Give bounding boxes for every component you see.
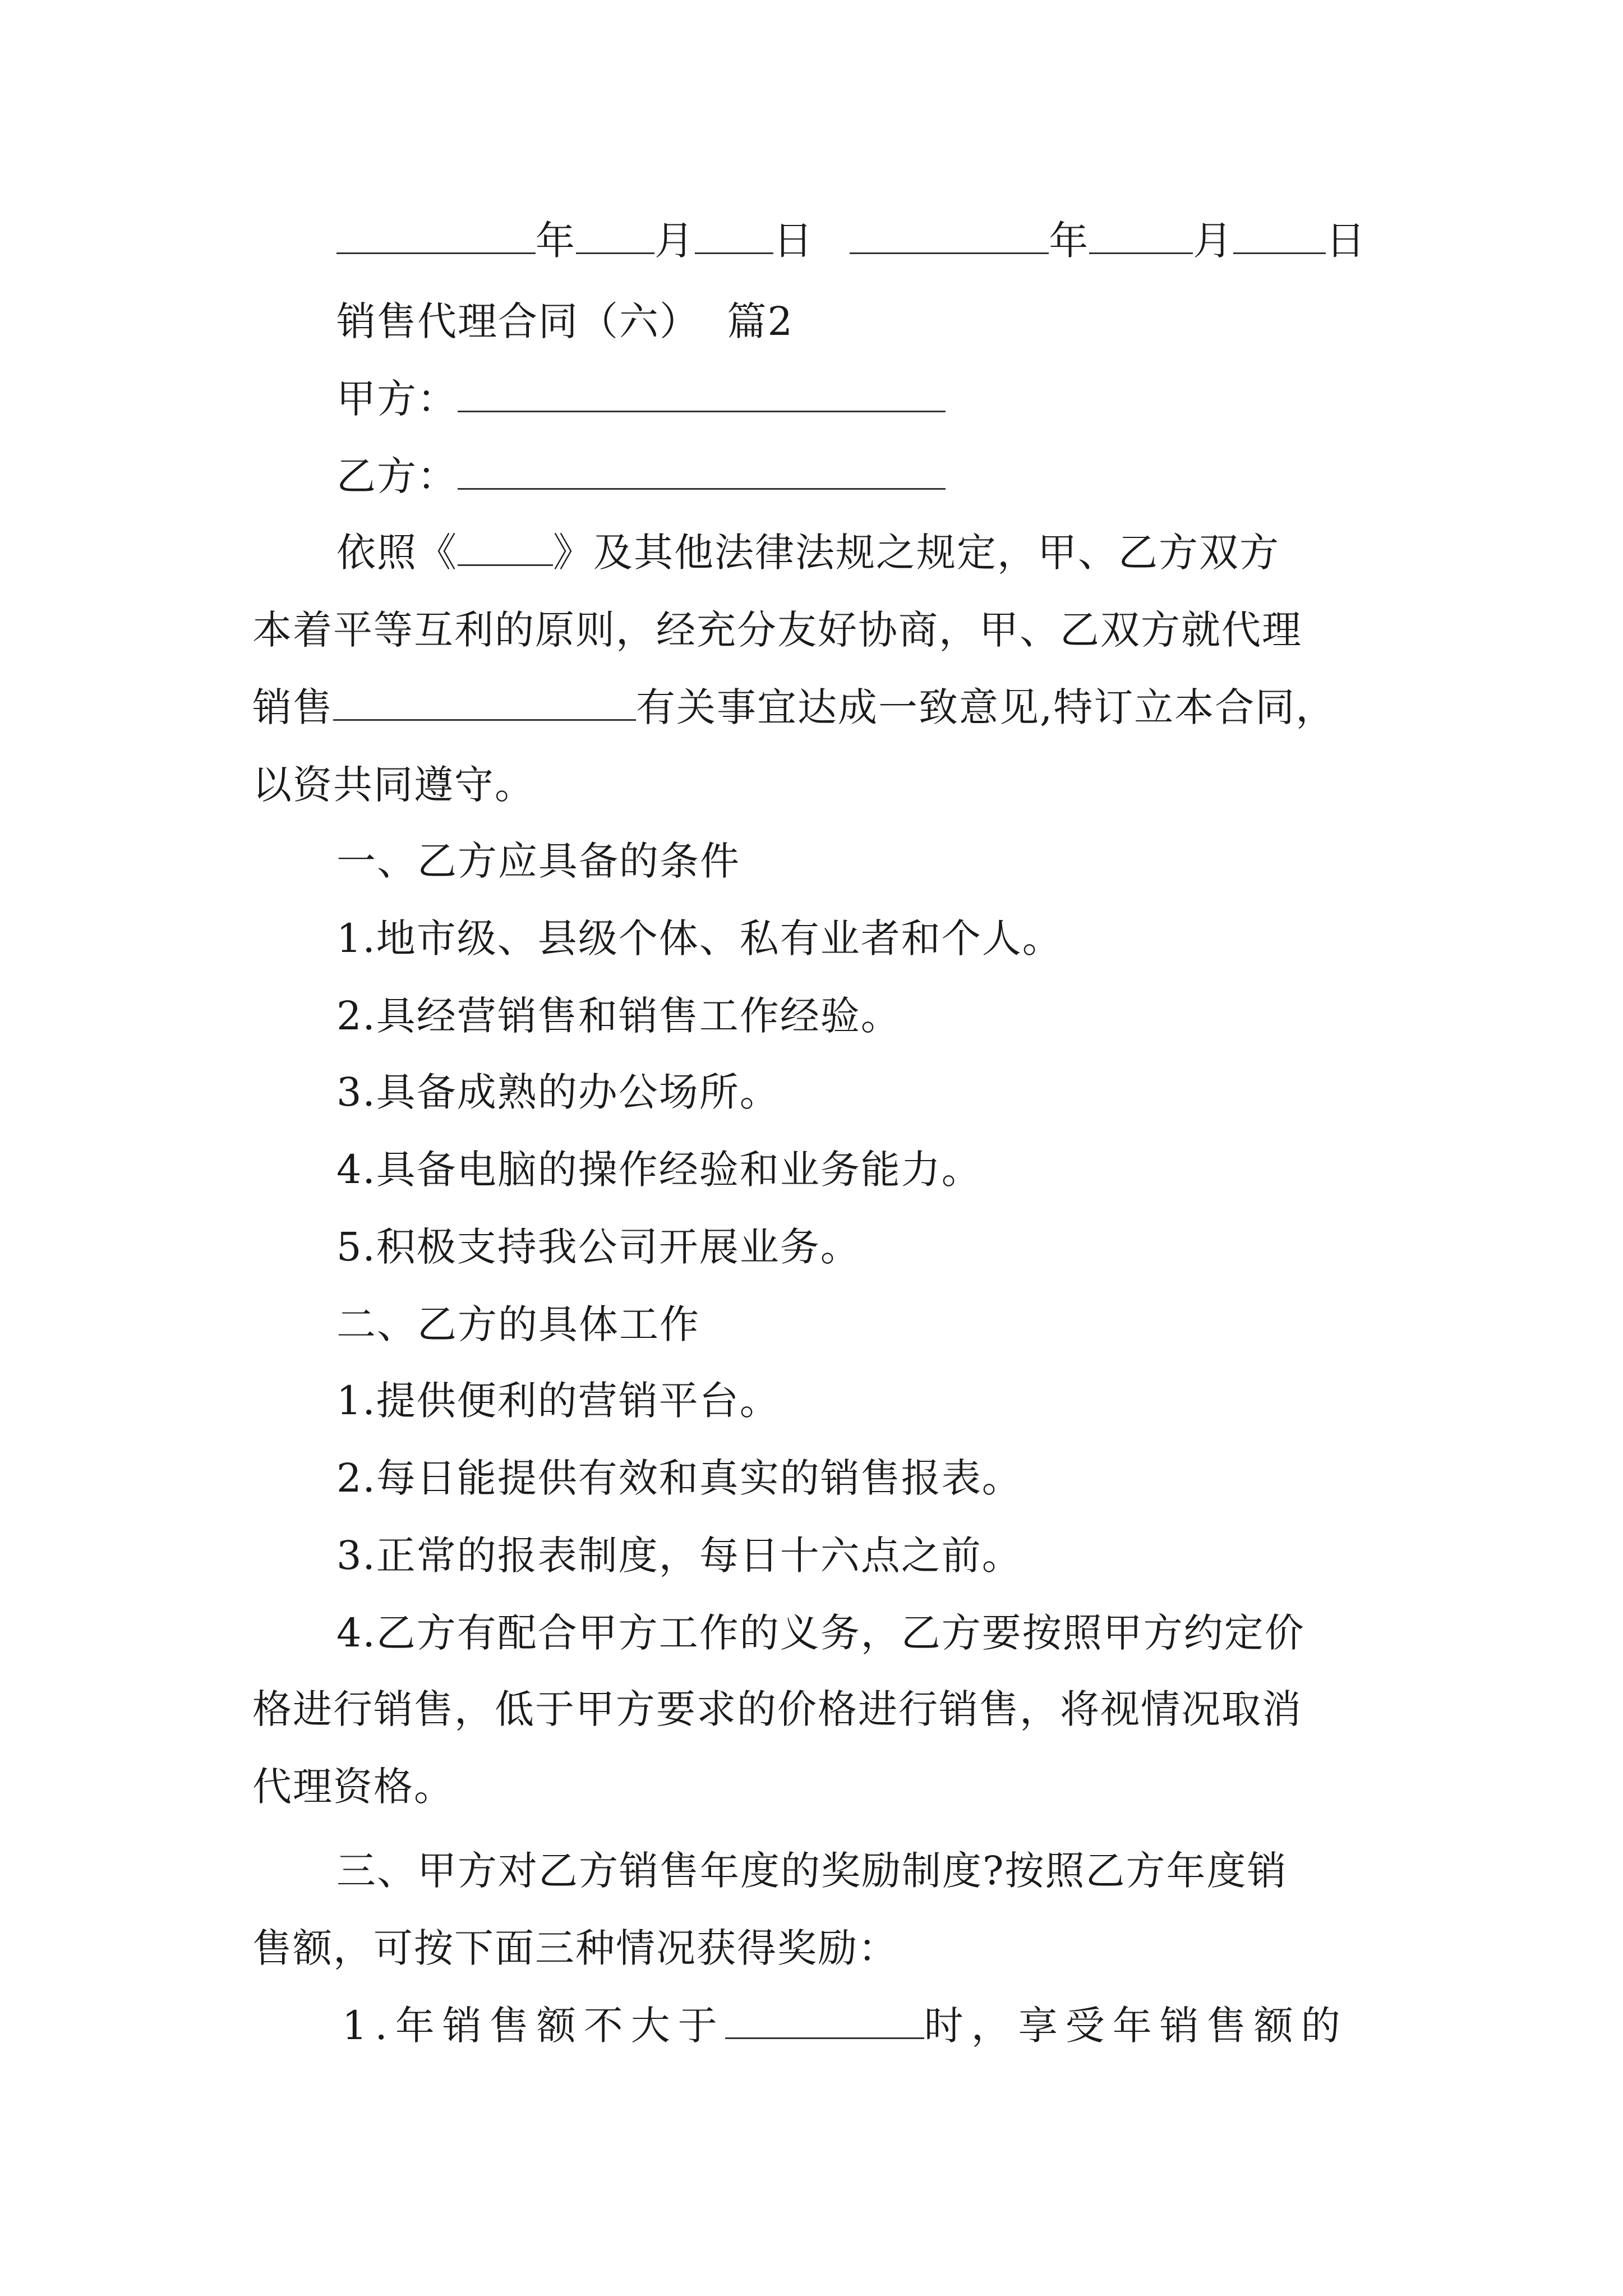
party-b-blank bbox=[458, 452, 946, 490]
intro-line-3 bbox=[252, 682, 1385, 733]
section-3-line-2: 售额，可按下面三种情况获得奖励： bbox=[252, 1925, 898, 1971]
party-b-label: 乙方： bbox=[336, 453, 458, 499]
section-3-line-1: 三、甲方对乙方销售年度的奖励制度?按照乙方年度销 bbox=[336, 1848, 1288, 1894]
section-2-heading: 二、乙方的具体工作 bbox=[336, 1301, 700, 1347]
day-blank-a bbox=[695, 217, 773, 254]
section-1-item-5: 5.积极支持我公司开展业务。 bbox=[336, 1224, 861, 1270]
section-1-item-1: 1.地市级、县级个体、私有业者和个人。 bbox=[336, 915, 1063, 961]
section-2-item-4-line-3: 代理资格。 bbox=[252, 1764, 454, 1810]
party-a-line bbox=[336, 374, 1385, 424]
intro-text-1a: 依照《 bbox=[336, 530, 458, 576]
intro-line-2: 本着平等互利的原则，经充分友好协商，甲、乙双方就代理 bbox=[252, 607, 1302, 653]
section-1-heading: 一、乙方应具备的条件 bbox=[336, 838, 740, 884]
month-blank-a bbox=[576, 217, 654, 254]
intro-text-3a: 销售 bbox=[252, 684, 333, 730]
section-3-item-1-text-b: 时，享受年销售额的 bbox=[924, 2003, 1348, 2049]
intro-text-1b: 》及其他法律法规之规定，甲、乙方双方 bbox=[553, 530, 1280, 576]
section-1-item-3: 3.具备成熟的办公场所。 bbox=[336, 1069, 780, 1115]
day-label-b: 日 bbox=[1326, 218, 1367, 264]
section-2-item-3: 3.正常的报表制度，每日十六点之前。 bbox=[336, 1533, 1022, 1579]
section-1-item-4: 4.具备电脑的操作经验和业务能力。 bbox=[336, 1147, 982, 1193]
party-a-blank bbox=[458, 375, 946, 412]
section-3-item-1 bbox=[342, 2000, 1385, 2051]
year-blank-b bbox=[850, 217, 1049, 254]
month-label-b: 月 bbox=[1193, 218, 1234, 264]
section-2-item-2: 2.每日能提供有效和真实的销售报表。 bbox=[336, 1455, 1022, 1501]
party-a-label: 甲方： bbox=[336, 376, 458, 422]
intro-line-1 bbox=[336, 527, 1385, 578]
document-title: 销售代理合同（六） 篇2 bbox=[336, 298, 794, 344]
sales-threshold-blank bbox=[725, 2001, 924, 2039]
section-1-item-2: 2.具经营销售和销售工作经验。 bbox=[336, 993, 901, 1039]
intro-text-3b: 有关事宜达成一致意见,特订立本合同， bbox=[636, 684, 1336, 730]
section-2-item-4-line-1: 4.乙方有配合甲方工作的义务，乙方要按照甲方约定价 bbox=[336, 1610, 1305, 1656]
date-line bbox=[336, 215, 1385, 266]
year-label-b: 年 bbox=[1049, 218, 1090, 264]
section-2-item-4-line-2: 格进行销售，低于甲方要求的价格进行销售，将视情况取消 bbox=[252, 1686, 1302, 1732]
law-name-blank bbox=[458, 528, 553, 566]
section-3-item-1-text-a: 1.年销售额不大于 bbox=[342, 2003, 725, 2049]
year-blank-a bbox=[336, 217, 536, 254]
intro-line-4: 以资共同遵守。 bbox=[252, 762, 535, 808]
month-label: 月 bbox=[654, 218, 695, 264]
day-label: 日 bbox=[773, 218, 814, 264]
product-blank bbox=[333, 683, 636, 721]
party-b-line bbox=[336, 451, 1385, 501]
day-blank-b bbox=[1233, 217, 1326, 254]
month-blank-b bbox=[1089, 217, 1193, 254]
year-label: 年 bbox=[536, 218, 576, 264]
section-2-item-1: 1.提供便利的营销平台。 bbox=[336, 1378, 780, 1424]
